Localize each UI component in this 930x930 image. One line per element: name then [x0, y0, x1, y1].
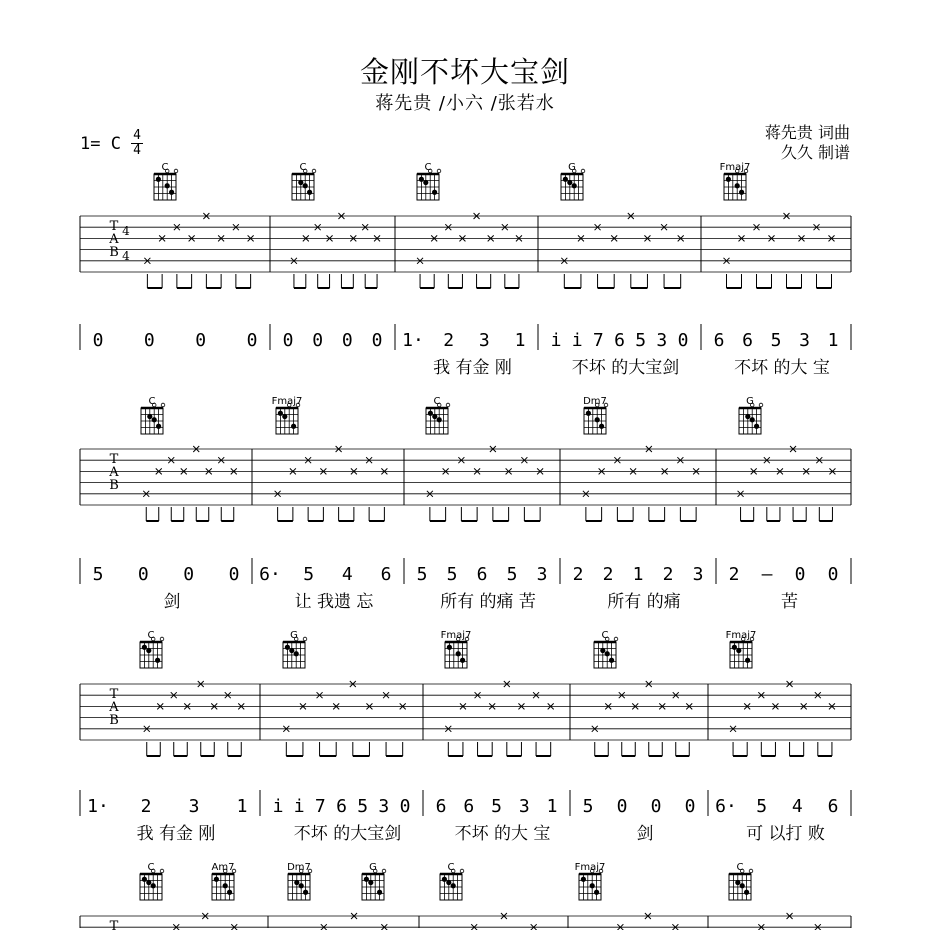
chord-name: Fmaj7 [574, 862, 606, 873]
finger-dot [594, 890, 599, 895]
chord-name: Dm7 [583, 396, 607, 407]
finger-dot [451, 883, 456, 888]
jianpu-note: 1 [632, 564, 644, 585]
jianpu-note: 0 [341, 330, 353, 351]
finger-dot [437, 417, 442, 422]
jianpu-note: 5 [635, 330, 647, 351]
jianpu-note: 1 [827, 330, 839, 351]
jianpu-note: 1 [514, 330, 526, 351]
jianpu-note: 2 [728, 564, 740, 585]
jianpu-note: 0 [282, 330, 294, 351]
finger-dot [142, 877, 147, 882]
jianpu-note: 5 [446, 564, 458, 585]
lyric-text: 我 有金 刚 [433, 358, 512, 378]
finger-dot [740, 883, 745, 888]
chord-name: Dm7 [287, 862, 311, 873]
jianpu-note: 0 [195, 330, 207, 351]
chord-name: C [601, 630, 609, 641]
finger-dot [169, 190, 174, 195]
jianpu-note: 5 [303, 564, 315, 585]
jianpu-note: 3 [478, 330, 490, 351]
chord-diagram-dm7 [287, 862, 312, 900]
finger-dot [726, 177, 731, 182]
chord-name: C [433, 396, 441, 407]
chord-name: C [147, 862, 155, 873]
finger-dot [289, 648, 294, 653]
jianpu-note: i [293, 796, 305, 817]
finger-dot [146, 880, 151, 885]
finger-dot [146, 648, 151, 653]
tab-letter: B [109, 713, 119, 728]
jianpu-note: 3 [518, 796, 530, 817]
lyric-text: 不坏 的大 宝 [454, 824, 551, 844]
finger-dot [745, 658, 750, 663]
chord-name: G [290, 630, 298, 641]
jianpu-note: 0 [246, 330, 258, 351]
finger-dot [605, 651, 610, 656]
tab-time-top: 4 [122, 224, 130, 238]
jianpu-note: 6· [715, 796, 737, 817]
chord-diagram-g [739, 396, 763, 434]
chord-diagram-c [141, 396, 165, 434]
jianpu-note: 6 [827, 796, 839, 817]
chord-name: Fmaj7 [725, 630, 757, 641]
jianpu-note: 4 [791, 796, 803, 817]
finger-dot [294, 651, 299, 656]
finger-dot [156, 177, 161, 182]
jianpu-note: 5 [92, 564, 104, 585]
jianpu-note: 3 [536, 564, 548, 585]
jianpu-note: 2 [443, 330, 455, 351]
jianpu-note: 2 [662, 564, 674, 585]
jianpu-note: 5 [416, 564, 428, 585]
jianpu-note: 6 [614, 330, 625, 351]
chord-diagram-c [440, 862, 464, 900]
finger-dot [278, 411, 283, 416]
finger-dot [165, 183, 170, 188]
jianpu-note: 0 [684, 796, 696, 817]
chord-name: C [447, 862, 455, 873]
finger-dot [754, 424, 759, 429]
chord-diagram-c [417, 162, 441, 200]
tab-letter: A [109, 465, 119, 480]
lyric-text: 不坏 的大 宝 [734, 358, 830, 378]
jianpu-note: 5 [491, 796, 502, 817]
jianpu-note: 0 [650, 796, 662, 817]
chord-diagram-dm7 [583, 396, 608, 434]
jianpu-note: 0 [794, 564, 806, 585]
finger-dot [298, 180, 303, 185]
chord-diagram-c [140, 630, 164, 668]
lyric-text: 不坏 的大宝剑 [571, 358, 680, 378]
finger-dot [428, 411, 433, 416]
finger-dot [142, 645, 147, 650]
finger-dot [599, 424, 604, 429]
finger-dot [214, 877, 219, 882]
chord-diagram-c [292, 162, 316, 200]
tab-letter: T [109, 919, 119, 930]
finger-dot [227, 890, 232, 895]
chord-name: C [161, 162, 169, 173]
chord-name: C [736, 862, 744, 873]
tab-letter: T [109, 452, 119, 467]
tab-letter: T [109, 219, 119, 234]
jianpu-note: 0 [371, 330, 383, 351]
tab-letter: A [109, 700, 119, 715]
chord-diagram-fmaj7 [272, 396, 303, 434]
lyric-text: 让 我遗 忘 [294, 592, 374, 612]
finger-dot [423, 180, 428, 185]
chord-name: Fmaj7 [271, 396, 303, 407]
jianpu-note: 3 [188, 796, 200, 817]
lyric-text: 剑 [163, 592, 181, 612]
jianpu-note: 4 [341, 564, 353, 585]
finger-dot [364, 877, 369, 882]
jianpu-note: 6 [713, 330, 725, 351]
jianpu-note: 5 [756, 796, 768, 817]
jianpu-note: 5 [582, 796, 594, 817]
jianpu-note: 0 [616, 796, 628, 817]
chord-name: C [148, 396, 156, 407]
finger-dot [223, 883, 228, 888]
jianpu-note: 1 [236, 796, 248, 817]
jianpu-note: 0 [827, 564, 839, 585]
jianpu-note: 6· [259, 564, 281, 585]
jianpu-note: 0 [312, 330, 324, 351]
chord-name: Am7 [211, 862, 235, 873]
finger-dot [745, 414, 750, 419]
jianpu-note: 7 [592, 330, 604, 351]
finger-dot [419, 177, 424, 182]
finger-dot [744, 890, 749, 895]
finger-dot [732, 645, 737, 650]
jianpu-note: 6 [476, 564, 488, 585]
finger-dot [156, 424, 161, 429]
finger-dot [572, 183, 577, 188]
jianpu-note: 6 [435, 796, 447, 817]
chord-diagram-c [140, 862, 164, 900]
finger-dot [750, 417, 755, 422]
lyric-text: 我 有金 刚 [136, 824, 216, 844]
jianpu-note: 0 [143, 330, 155, 351]
jianpu-note: 2 [602, 564, 614, 585]
finger-dot [442, 877, 447, 882]
finger-dot [147, 414, 152, 419]
finger-dot [446, 880, 451, 885]
credit-tab: 久久 制谱 [780, 143, 850, 162]
jianpu-note: 3 [799, 330, 810, 351]
jianpu-note: i [550, 330, 562, 351]
tab-letter: B [109, 478, 119, 493]
finger-dot [736, 648, 741, 653]
jianpu-note: 7 [314, 796, 326, 817]
finger-dot [299, 883, 304, 888]
chord-diagram-c [729, 862, 753, 900]
tab-time-bottom: 4 [122, 249, 130, 263]
lyric-text: 所有 的痛 苦 [440, 592, 536, 612]
lyric-text: 剑 [636, 824, 654, 844]
tab-letter: A [109, 232, 119, 247]
tab-letter: T [109, 687, 119, 702]
chord-diagram-c [154, 162, 178, 200]
jianpu-note: 6 [380, 564, 392, 585]
jianpu-note: 5 [770, 330, 782, 351]
jianpu-note: 1· [87, 796, 109, 817]
chord-name: C [299, 162, 307, 173]
finger-dot [377, 890, 382, 895]
finger-dot [456, 651, 461, 656]
jianpu-note: 2 [572, 564, 584, 585]
chord-diagram-fmaj7 [575, 862, 606, 900]
jianpu-note: 5 [357, 796, 369, 817]
chord-name: G [568, 162, 576, 173]
chord-diagram-fmaj7 [726, 630, 757, 668]
chord-diagram-g [561, 162, 585, 200]
song-artists: 蒋先贵 /小六 /张若水 [375, 93, 555, 114]
chord-diagram-c [594, 630, 618, 668]
time-signature-bottom: 4 [133, 143, 141, 158]
finger-dot [294, 880, 299, 885]
finger-dot [609, 658, 614, 663]
finger-dot [735, 880, 740, 885]
chord-diagram-g [362, 862, 386, 900]
lyric-text: 不坏 的大宝剑 [293, 824, 402, 844]
finger-dot [460, 658, 465, 663]
jianpu-note: 0 [677, 330, 689, 351]
lyric-text: 所有 的痛 [607, 592, 681, 612]
finger-dot [595, 417, 600, 422]
finger-dot [285, 645, 290, 650]
chord-diagram-c [426, 396, 450, 434]
finger-dot [735, 183, 740, 188]
finger-dot [581, 877, 586, 882]
finger-dot [151, 883, 156, 888]
key-signature: 1= C [80, 134, 121, 154]
credit-lyrics: 蒋先贵 词曲 [764, 123, 850, 142]
chord-diagram-am7 [212, 862, 236, 900]
finger-dot [155, 658, 160, 663]
finger-dot [303, 890, 308, 895]
finger-dot [152, 417, 157, 422]
jianpu-note: i [272, 796, 284, 817]
chord-diagram-g [283, 630, 307, 668]
jianpu-note: 6 [742, 330, 753, 351]
jianpu-note: 6 [336, 796, 347, 817]
jianpu-note: 0 [92, 330, 104, 351]
jianpu-note: 1· [402, 330, 424, 351]
chord-diagram-fmaj7 [720, 162, 751, 200]
finger-dot [291, 424, 296, 429]
jianpu-note: 2 [140, 796, 152, 817]
song-title: 金刚不坏大宝剑 [359, 55, 570, 89]
jianpu-note: — [761, 564, 773, 585]
tab-letter: B [109, 245, 119, 260]
jianpu-note: 0 [228, 564, 240, 585]
lyric-text: 可 以打 败 [746, 824, 825, 844]
chord-diagram-fmaj7 [441, 630, 472, 668]
jianpu-note: 3 [378, 796, 390, 817]
finger-dot [447, 645, 452, 650]
chord-name: C [147, 630, 155, 641]
chord-name: Fmaj7 [719, 162, 751, 173]
chord-name: G [369, 862, 377, 873]
finger-dot [282, 414, 287, 419]
jianpu-note: 1 [546, 796, 558, 817]
finger-dot [739, 190, 744, 195]
chord-name: Fmaj7 [440, 630, 472, 641]
finger-dot [586, 411, 591, 416]
jianpu-note: 0 [399, 796, 411, 817]
finger-dot [563, 177, 568, 182]
finger-dot [368, 880, 373, 885]
finger-dot [432, 414, 437, 419]
jianpu-note: 0 [183, 564, 195, 585]
finger-dot [590, 883, 595, 888]
chord-name: G [746, 396, 754, 407]
finger-dot [600, 648, 605, 653]
chord-name: C [424, 162, 432, 173]
jianpu-note: 3 [692, 564, 704, 585]
finger-dot [303, 183, 308, 188]
finger-dot [307, 190, 312, 195]
jianpu-note: 0 [137, 564, 149, 585]
jianpu-note: 3 [656, 330, 668, 351]
jianpu-note: i [571, 330, 583, 351]
jianpu-note: 5 [506, 564, 518, 585]
jianpu-note: 6 [463, 796, 475, 817]
time-signature-top: 4 [133, 128, 141, 143]
finger-dot [432, 190, 437, 195]
lyric-text: 苦 [781, 592, 798, 612]
finger-dot [567, 180, 572, 185]
